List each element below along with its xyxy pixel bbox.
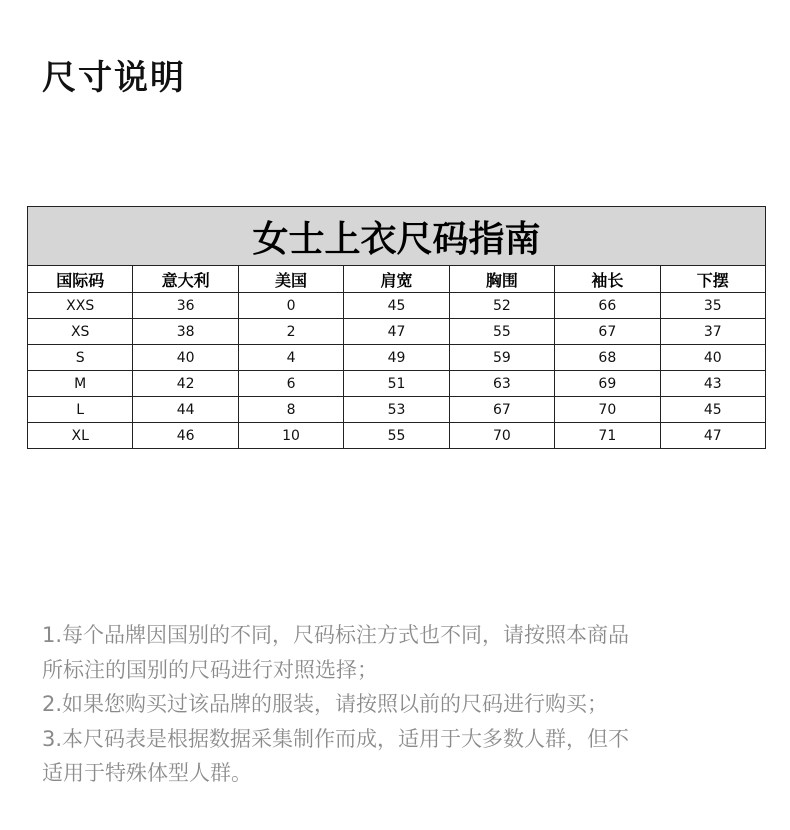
table-cell: 44	[133, 397, 238, 423]
table-cell: 2	[238, 319, 343, 345]
table-cell: XL	[28, 423, 133, 449]
table-cell: 6	[238, 371, 343, 397]
column-header-shoulder: 肩宽	[344, 266, 449, 293]
table-cell: 10	[238, 423, 343, 449]
note-line: 所标注的国别的尺码进行对照选择；	[42, 657, 378, 682]
note-line: 2.如果您购买过该品牌的服装，请按照以前的尺码进行购买；	[42, 692, 609, 716]
table-cell: 40	[133, 345, 238, 371]
table-cell: S	[28, 345, 133, 371]
table-row	[28, 345, 766, 371]
table-title: 女士上衣尺码指南	[28, 207, 766, 266]
table-row	[28, 423, 766, 449]
table-cell: 67	[449, 397, 554, 423]
table-cell: XXS	[28, 293, 133, 319]
column-header-hem: 下摆	[660, 266, 765, 293]
table-cell: 37	[660, 319, 765, 345]
table-cell: 69	[555, 371, 660, 397]
table-cell: 49	[344, 345, 449, 371]
page-title: 尺寸说明	[42, 58, 186, 98]
table-cell: 55	[449, 319, 554, 345]
table-cell: 36	[133, 293, 238, 319]
table-cell: 40	[660, 345, 765, 371]
table-cell: 35	[660, 293, 765, 319]
table-cell: 67	[555, 319, 660, 345]
note-line: 3.本尺码表是根据数据采集制作而成，适用于大多数人群，但不	[42, 726, 630, 751]
table-cell: 0	[238, 293, 343, 319]
table-cell: 53	[344, 397, 449, 423]
table-row	[28, 319, 766, 345]
table-cell: 43	[660, 371, 765, 397]
table-cell: 59	[449, 345, 554, 371]
table-cell: 47	[660, 423, 765, 449]
table-cell: 55	[344, 423, 449, 449]
table-cell: 45	[660, 397, 765, 423]
column-header-italy: 意大利	[133, 266, 238, 293]
table-cell: 8	[238, 397, 343, 423]
table-cell: 45	[344, 293, 449, 319]
table-title-row	[28, 207, 766, 266]
table-cell: 66	[555, 293, 660, 319]
note-line: 适用于特殊体型人群。	[42, 761, 252, 785]
table-cell: L	[28, 397, 133, 423]
table-cell: 47	[344, 319, 449, 345]
size-chart-table	[27, 206, 766, 449]
note-line: 1.每个品牌因国别的不同，尺码标注方式也不同，请按照本商品	[42, 623, 630, 647]
column-header-usa: 美国	[238, 266, 343, 293]
table-cell: 68	[555, 345, 660, 371]
table-header-row	[28, 266, 766, 293]
table-cell: 46	[133, 423, 238, 449]
table-cell: 70	[449, 423, 554, 449]
table-row	[28, 371, 766, 397]
table-row	[28, 397, 766, 423]
size-notes	[42, 618, 762, 791]
table-cell: 4	[238, 345, 343, 371]
table-cell: 63	[449, 371, 554, 397]
table-cell: M	[28, 371, 133, 397]
table-cell: 38	[133, 319, 238, 345]
table-cell: 52	[449, 293, 554, 319]
table-cell: 70	[555, 397, 660, 423]
column-header-sleeve: 袖长	[555, 266, 660, 293]
column-header-intl-size: 国际码	[28, 266, 133, 293]
table-cell: XS	[28, 319, 133, 345]
table-cell: 42	[133, 371, 238, 397]
table-cell: 51	[344, 371, 449, 397]
table-row	[28, 293, 766, 319]
column-header-bust: 胸围	[449, 266, 554, 293]
table-cell: 71	[555, 423, 660, 449]
